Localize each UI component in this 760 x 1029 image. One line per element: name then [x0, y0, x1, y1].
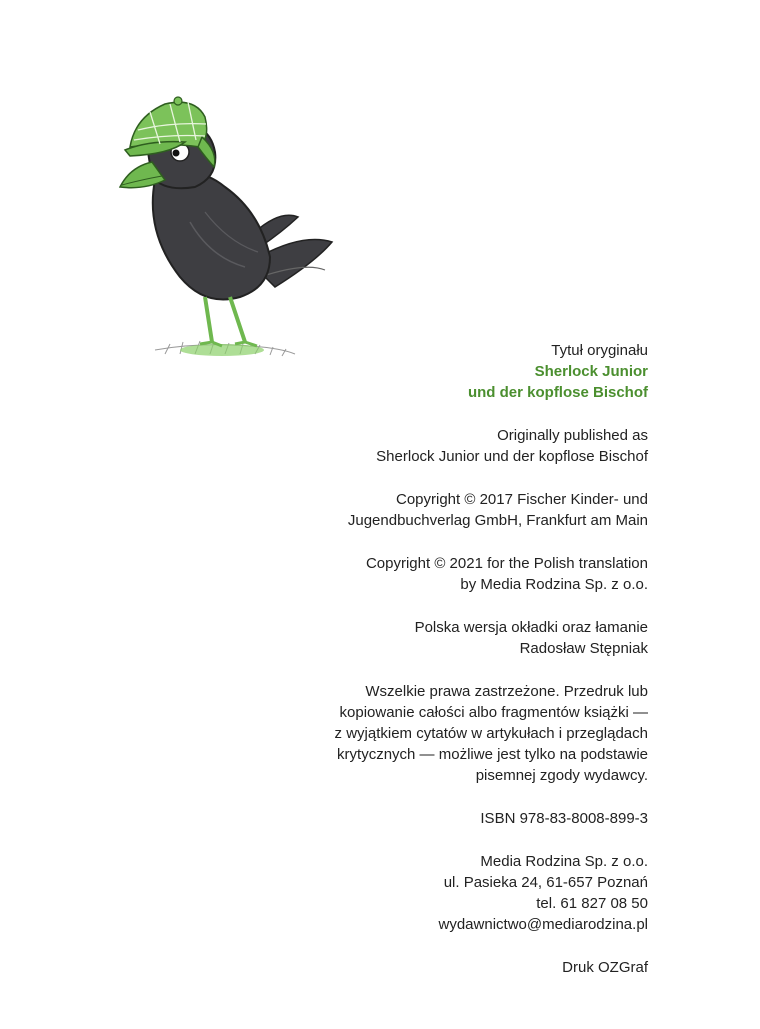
copyright-original-line2: Jugendbuchverlag GmbH, Frankfurt am Main — [347, 512, 648, 529]
printer: Druk OZGraf — [562, 959, 648, 976]
cover-layout-line2: Radosław Stępniak — [519, 640, 648, 657]
printer-block — [228, 957, 648, 978]
copyright-original-block — [228, 489, 648, 531]
copyright-translation-line2: by Media Rodzina Sp. z o.o. — [460, 576, 648, 593]
originally-published-block — [228, 425, 648, 467]
isbn: ISBN 978-83-8008-899-3 — [480, 810, 648, 827]
crow-detective-icon — [110, 92, 350, 367]
rights-block — [228, 681, 648, 786]
originally-published-line1: Originally published as — [497, 427, 648, 444]
rights-line1: Wszelkie prawa zastrzeżone. Przedruk lub — [365, 683, 648, 700]
copyright-translation-line1: Copyright © 2021 for the Polish translation — [365, 555, 648, 572]
cover-layout-block — [228, 617, 648, 659]
originally-published-line2: Sherlock Junior und der kopflose Bischof — [376, 448, 648, 465]
publisher-phone: tel. 61 827 08 50 — [536, 895, 648, 912]
rights-line2: kopiowanie całości albo fragmentów książki — — [339, 704, 648, 721]
rights-line3: z wyjątkiem cytatów w artykułach i przeglądach — [334, 725, 648, 742]
rights-line5: pisemnej zgody wydawcy. — [475, 767, 648, 784]
copyright-translation-block — [228, 553, 648, 595]
isbn-block — [228, 808, 648, 829]
original-title-line2: und der kopflose Bischof — [467, 384, 648, 401]
original-title-block — [228, 340, 648, 403]
copyright-original-line1: Copyright © 2017 Fischer Kinder- und — [395, 491, 648, 508]
publisher-email: wydawnictwo@mediarodzina.pl — [438, 916, 648, 933]
cover-layout-line1: Polska wersja okładki oraz łamanie — [414, 619, 648, 636]
publisher-name: Media Rodzina Sp. z o.o. — [480, 853, 648, 870]
rights-line4: krytycznych — możliwe jest tylko na podstawie — [337, 746, 648, 763]
imprint-text — [228, 340, 648, 1000]
publisher-block — [228, 851, 648, 935]
original-title-label: Tytuł oryginału — [551, 342, 648, 359]
publisher-address: ul. Pasieka 24, 61-657 Poznań — [443, 874, 648, 891]
original-title-line1: Sherlock Junior — [534, 363, 648, 380]
